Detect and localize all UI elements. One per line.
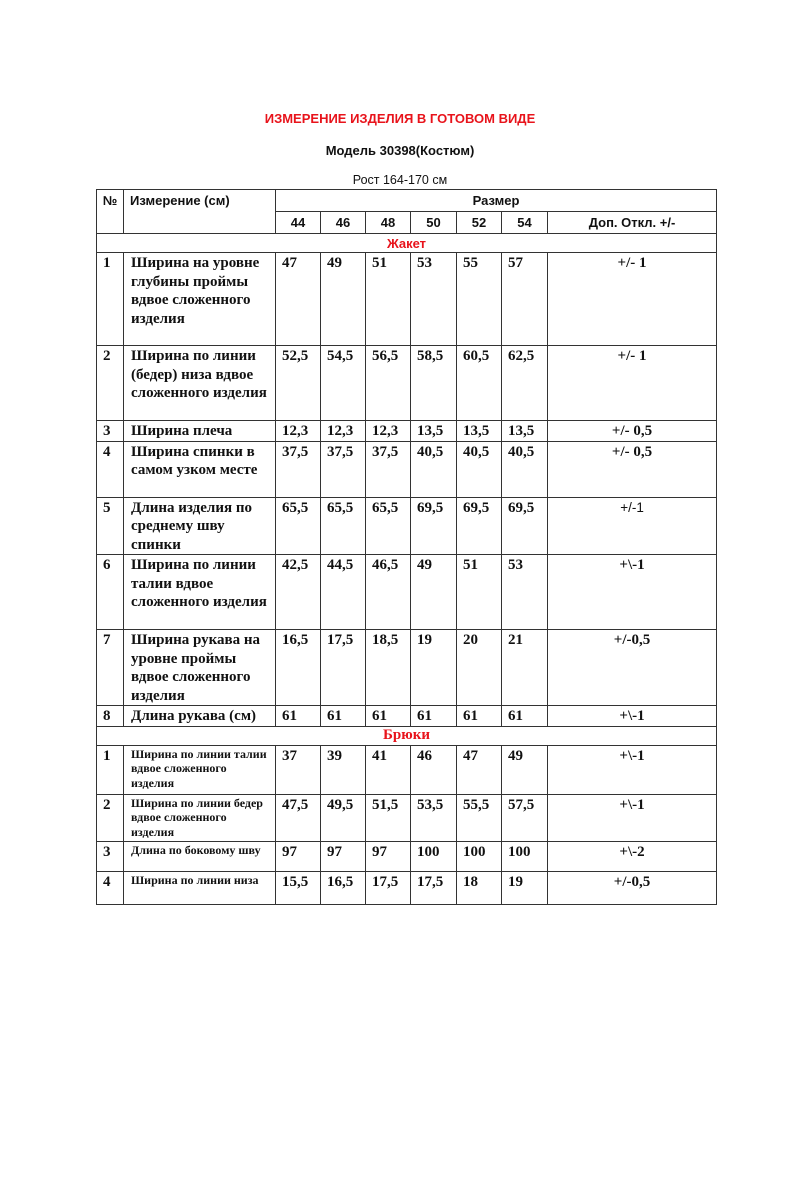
size-value-52: 13,5 [457, 421, 502, 442]
size-value-48: 51,5 [366, 794, 411, 841]
row-number: 3 [97, 841, 124, 871]
row-number: 2 [97, 346, 124, 421]
table-row [97, 346, 717, 421]
table-row [97, 794, 717, 841]
table-row [97, 745, 717, 794]
size-value-54: 62,5 [502, 346, 548, 421]
size-value-48: 12,3 [366, 421, 411, 442]
measurement-name: Длина по боковому шву [124, 841, 276, 871]
table-row [97, 841, 717, 871]
size-value-50: 53,5 [411, 794, 457, 841]
row-number: 7 [97, 630, 124, 706]
size-value-54: 19 [502, 871, 548, 904]
size-value-50: 61 [411, 706, 457, 727]
size-value-54: 57 [502, 253, 548, 346]
size-value-46: 37,5 [321, 441, 366, 497]
size-value-54: 13,5 [502, 421, 548, 442]
size-value-54: 53 [502, 555, 548, 630]
size-value-46: 65,5 [321, 497, 366, 555]
size-value-52: 18 [457, 871, 502, 904]
size-value-44: 12,3 [276, 421, 321, 442]
header-number: № [97, 190, 124, 234]
size-value-54: 57,5 [502, 794, 548, 841]
row-number: 1 [97, 253, 124, 346]
measurement-name: Ширина по линии (бедер) низа вдвое сложенного изделия [124, 346, 276, 421]
header-size-54: 54 [502, 212, 548, 234]
size-value-52: 55,5 [457, 794, 502, 841]
size-value-52: 20 [457, 630, 502, 706]
size-value-46: 49,5 [321, 794, 366, 841]
size-value-48: 17,5 [366, 871, 411, 904]
size-value-50: 100 [411, 841, 457, 871]
size-value-52: 47 [457, 745, 502, 794]
size-value-50: 53 [411, 253, 457, 346]
size-value-54: 100 [502, 841, 548, 871]
row-number: 4 [97, 871, 124, 904]
size-value-50: 19 [411, 630, 457, 706]
size-value-50: 13,5 [411, 421, 457, 442]
measurement-name: Длина рукава (см) [124, 706, 276, 727]
table-row [97, 630, 717, 706]
header-size-44: 44 [276, 212, 321, 234]
tolerance-value: +/-0,5 [548, 871, 717, 904]
measurement-name: Ширина плеча [124, 421, 276, 442]
size-value-44: 65,5 [276, 497, 321, 555]
size-value-44: 37,5 [276, 441, 321, 497]
size-value-46: 12,3 [321, 421, 366, 442]
row-number: 2 [97, 794, 124, 841]
size-value-54: 21 [502, 630, 548, 706]
tolerance-value: +\-1 [548, 794, 717, 841]
tolerance-value: +\-1 [548, 555, 717, 630]
measurement-name: Длина изделия по среднему шву спинки [124, 497, 276, 555]
tolerance-value: +\-1 [548, 745, 717, 794]
header-size-52: 52 [457, 212, 502, 234]
size-value-48: 37,5 [366, 441, 411, 497]
size-value-48: 65,5 [366, 497, 411, 555]
size-value-44: 42,5 [276, 555, 321, 630]
size-value-46: 16,5 [321, 871, 366, 904]
size-value-46: 17,5 [321, 630, 366, 706]
size-value-46: 97 [321, 841, 366, 871]
tolerance-value: +/- 1 [548, 346, 717, 421]
size-value-46: 54,5 [321, 346, 366, 421]
header-size-48: 48 [366, 212, 411, 234]
tolerance-value: +/-1 [548, 497, 717, 555]
size-value-44: 15,5 [276, 871, 321, 904]
size-value-52: 100 [457, 841, 502, 871]
size-value-50: 49 [411, 555, 457, 630]
table-row [97, 871, 717, 904]
header-measurement: Измерение (см) [124, 190, 276, 234]
header-tolerance: Доп. Откл. +/- [548, 212, 717, 234]
size-value-52: 69,5 [457, 497, 502, 555]
tolerance-value: +/-0,5 [548, 630, 717, 706]
size-value-44: 61 [276, 706, 321, 727]
height-label: Рост 164-170 см [352, 173, 448, 187]
header-size-50: 50 [411, 212, 457, 234]
size-value-54: 49 [502, 745, 548, 794]
size-value-48: 41 [366, 745, 411, 794]
size-value-48: 56,5 [366, 346, 411, 421]
size-value-52: 51 [457, 555, 502, 630]
header-size: Размер [276, 190, 717, 212]
size-value-44: 97 [276, 841, 321, 871]
size-value-50: 58,5 [411, 346, 457, 421]
measurement-name: Ширина по линии бедер вдвое сложенного изделия [124, 794, 276, 841]
row-number: 5 [97, 497, 124, 555]
tolerance-value: +/- 1 [548, 253, 717, 346]
table-row [97, 555, 717, 630]
size-value-50: 17,5 [411, 871, 457, 904]
size-value-44: 37 [276, 745, 321, 794]
section-title: Брюки [97, 726, 717, 745]
size-value-54: 61 [502, 706, 548, 727]
size-value-48: 97 [366, 841, 411, 871]
section-title: Жакет [97, 234, 717, 253]
size-value-52: 60,5 [457, 346, 502, 421]
size-value-54: 69,5 [502, 497, 548, 555]
size-value-44: 47 [276, 253, 321, 346]
size-value-48: 61 [366, 706, 411, 727]
size-value-46: 39 [321, 745, 366, 794]
row-number: 3 [97, 421, 124, 442]
table-row [97, 441, 717, 497]
measurement-name: Ширина по линии талии вдвое сложенного изделия [124, 745, 276, 794]
size-value-52: 40,5 [457, 441, 502, 497]
measurement-table [96, 189, 717, 905]
size-value-46: 61 [321, 706, 366, 727]
size-value-46: 44,5 [321, 555, 366, 630]
table-row [97, 706, 717, 727]
measurement-name: Ширина на уровне глубины проймы вдвое сложенного изделия [124, 253, 276, 346]
measurement-name: Ширина рукава на уровне проймы вдвое сложенного изделия [124, 630, 276, 706]
size-value-52: 61 [457, 706, 502, 727]
model-label: Модель 30398(Костюм) [325, 143, 475, 158]
size-value-50: 46 [411, 745, 457, 794]
size-value-54: 40,5 [502, 441, 548, 497]
size-value-48: 51 [366, 253, 411, 346]
size-value-48: 18,5 [366, 630, 411, 706]
table-row [97, 253, 717, 346]
measurement-name: Ширина спинки в самом узком месте [124, 441, 276, 497]
header-size-46: 46 [321, 212, 366, 234]
size-value-52: 55 [457, 253, 502, 346]
size-value-50: 40,5 [411, 441, 457, 497]
tolerance-value: +/- 0,5 [548, 441, 717, 497]
size-value-46: 49 [321, 253, 366, 346]
size-value-44: 16,5 [276, 630, 321, 706]
document-title: ИЗМЕРЕНИЕ ИЗДЕЛИЯ В ГОТОВОМ ВИДЕ [264, 111, 536, 126]
section-row [97, 234, 717, 253]
tolerance-value: +\-1 [548, 706, 717, 727]
table-row [97, 421, 717, 442]
row-number: 6 [97, 555, 124, 630]
tolerance-value: +\-2 [548, 841, 717, 871]
measurement-name: Ширина по линии низа [124, 871, 276, 904]
row-number: 4 [97, 441, 124, 497]
row-number: 1 [97, 745, 124, 794]
tolerance-value: +/- 0,5 [548, 421, 717, 442]
size-value-44: 47,5 [276, 794, 321, 841]
row-number: 8 [97, 706, 124, 727]
size-value-50: 69,5 [411, 497, 457, 555]
size-value-44: 52,5 [276, 346, 321, 421]
measurement-name: Ширина по линии талии вдвое сложенного изделия [124, 555, 276, 630]
table-row [97, 497, 717, 555]
size-value-48: 46,5 [366, 555, 411, 630]
section-row [97, 726, 717, 745]
